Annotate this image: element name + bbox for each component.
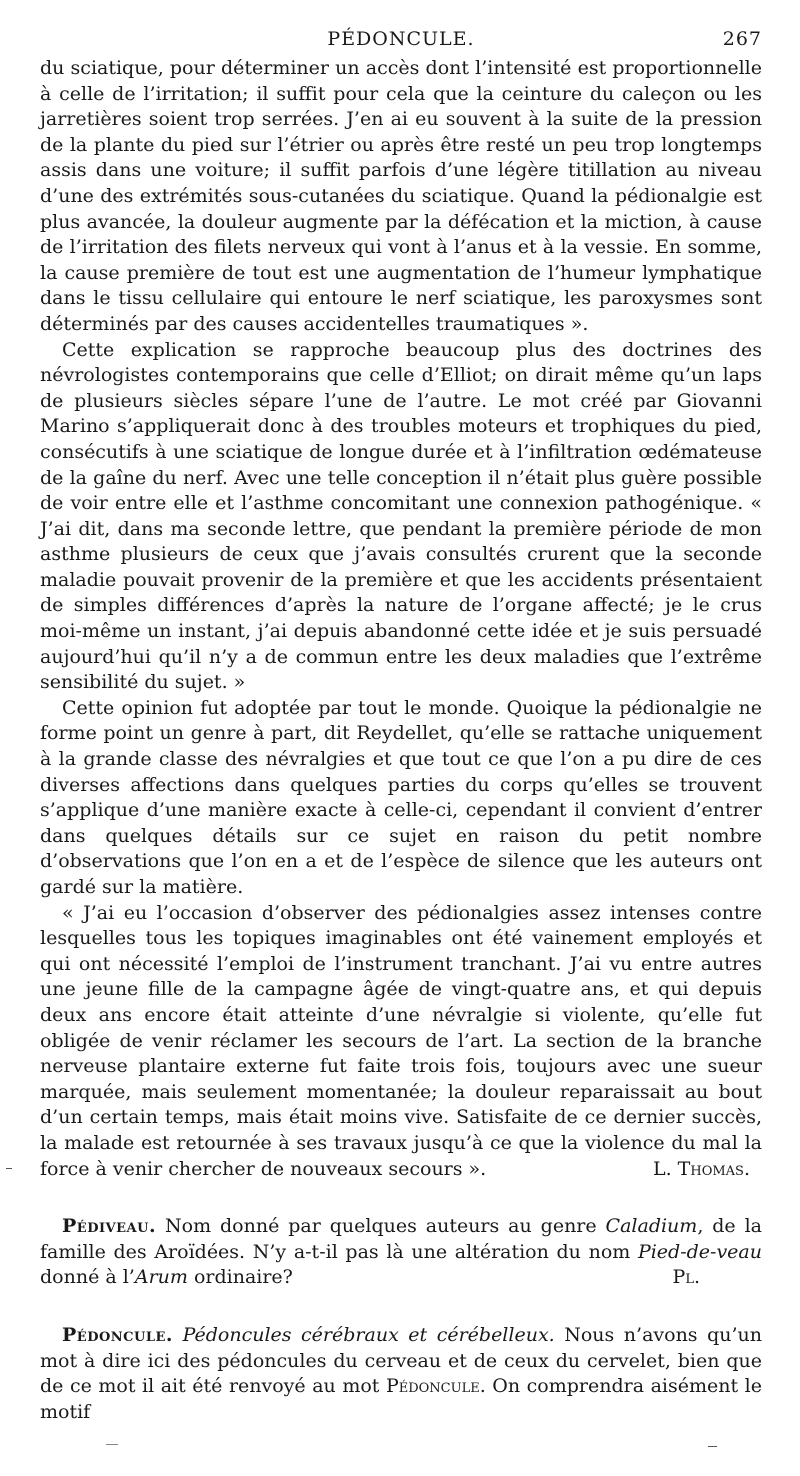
entry-pedoncule bbox=[40, 1323, 762, 1425]
paragraph-4 bbox=[40, 901, 762, 1183]
pedoncule-text-b: . On comprendra aisément le motif bbox=[40, 1375, 762, 1423]
author-signature-thomas: L. Thomas. bbox=[652, 1157, 750, 1180]
paragraph-2: Cette explication se rapproche beaucoup plus des doctrines des névrologistes contemporains que celle d’Elliot; on dirait même qu’un laps de plusieurs siècles sépare l’une de l’autre. Le mot créé par Giovanni Marino s’appliquerait donc à des troubles moteurs et trophiques du pied, consécutifs à une sciatique de longue durée et à l’infiltration œdémateuse de la gaîne du nerf. Avec une telle conception il n’était plus guère possible de voir entre elle et l’asthme concomitant une connexion pathogénique. « J’ai dit, dans ma seconde lettre, que pendant la première période de mon asthme plusieurs de ceux que j’avais consultés crurent que la seconde maladie pouvait provenir de la première et que les accidents présentaient de simples différences d’après la nature de l’organe affecté; je le crus moi-même un instant, j’ai depuis abandonné cette idée et je suis persuadé aujourd’hui qu’il n’y a de commun entre les deux maladies que l’extrême sensibilité du sujet. » bbox=[40, 338, 762, 694]
bottom-mark-left bbox=[106, 1444, 118, 1445]
pediveau-text-b: , de la famille des Aroïdées. N’y a-t-il pas là une altération du nom bbox=[40, 1215, 762, 1263]
running-header bbox=[40, 28, 762, 56]
pediveau-italic-caladium: Caladium bbox=[605, 1215, 698, 1238]
pediveau-text-d: ordinaire? bbox=[187, 1266, 293, 1289]
paragraph-3: Cette opinion fut adoptée par tout le monde. Quoique la pédionalgie ne forme point un genre à part, dit Reydellet, qu’elle se rattache uniquement à la grande classe des névralgies et que tout ce que l’on a pu dire de ces diverses affections dans quelques parties du corps qu’elles se trouvent s’applique d’une manière exacte à celle-ci, cependant il convient d’entrer dans quelques détails sur ce sujet en raison du petit nombre d’observations que l’on en a et de l’espèce de silence que les auteurs ont gardé sur la matière. bbox=[40, 696, 762, 898]
margin-mark bbox=[6, 1168, 12, 1169]
document-page bbox=[40, 28, 762, 1425]
pediveau-text-a: Nom donné par quelques auteurs au genre bbox=[165, 1215, 606, 1238]
pediveau-italic-pied-de-veau: Pied-de-veau bbox=[637, 1240, 762, 1263]
headword-pediveau: Pédiveau. bbox=[62, 1215, 157, 1238]
pedoncule-text-a: Nous n’avons qu’un mot à dire ici des pédoncules du cerveau et de ceux du cervelet, bien que de ce mot il ait été renvoyé au mot bbox=[40, 1323, 762, 1398]
entry-pediveau bbox=[40, 1214, 762, 1291]
pedoncule-italic-subtitle: Pédoncules cérébraux et cérébelleux. bbox=[182, 1323, 555, 1346]
running-title: PÉDONCULE. bbox=[327, 28, 475, 50]
headword-pedoncule: Pédoncule. bbox=[62, 1323, 174, 1346]
page-number: 267 bbox=[722, 28, 762, 50]
pedoncule-crossref: Pédoncule bbox=[385, 1375, 480, 1398]
paragraph-1: du sciatique, pour déterminer un accès dont l’intensité est proportionnelle à celle de l’irritation; il suffit pour cela que la ceinture du caleçon ou les jarretières soient trop serrées. J’en ai eu souvent à la suite de la pression de la plante du pied sur l’étrier ou après être resté un peu trop longtemps assis dans une voiture; il suffit parfois d’une légère titillation au niveau d’une des extrémités sous-cutanées du sciatique. Quand la pédionalgie est plus avancée, la douleur augmente par la défécation et la miction, à cause de l’irritation des filets nerveux qui vont à l’anus et à la vessie. En somme, la cause première de tout est une augmentation de l’humeur lymphatique dans le tissu cellulaire qui entoure le nerf sciatique, les paroxysmes sont déterminés par des causes accidentelles traumatiques ». bbox=[40, 57, 762, 335]
pediveau-text-c: donné à l’ bbox=[40, 1266, 135, 1289]
author-signature-pl: Pl. bbox=[672, 1266, 700, 1289]
pediveau-italic-arum: Arum bbox=[134, 1266, 188, 1289]
bottom-mark-right bbox=[708, 1446, 717, 1447]
paragraph-4-text: « J’ai eu l’occasion d’observer des pédionalgies assez intenses contre lesquelles tous les topiques imaginables ont été vainement employés et qui ont nécessité l’emploi de l’instrument tranchant. J’ai vu entre autres une jeune fille de la campagne âgée de vingt-quatre ans, et qui depuis deux ans encore était atteinte d’une névralgie si violente, qu’elle fut obligée de venir réclamer les secours de l’art. La section de la branche nerveuse plantaire externe fut faite trois fois, toujours avec une sueur marquée, mais seulement momentanée; la douleur reparaissait au bout d’un certain temps, mais était moins vive. Satisfaite de ce dernier succès, la malade est retournée à ses travaux jusqu’à ce que la violence du mal la force à venir chercher de nouveaux secours ». bbox=[40, 901, 762, 1180]
